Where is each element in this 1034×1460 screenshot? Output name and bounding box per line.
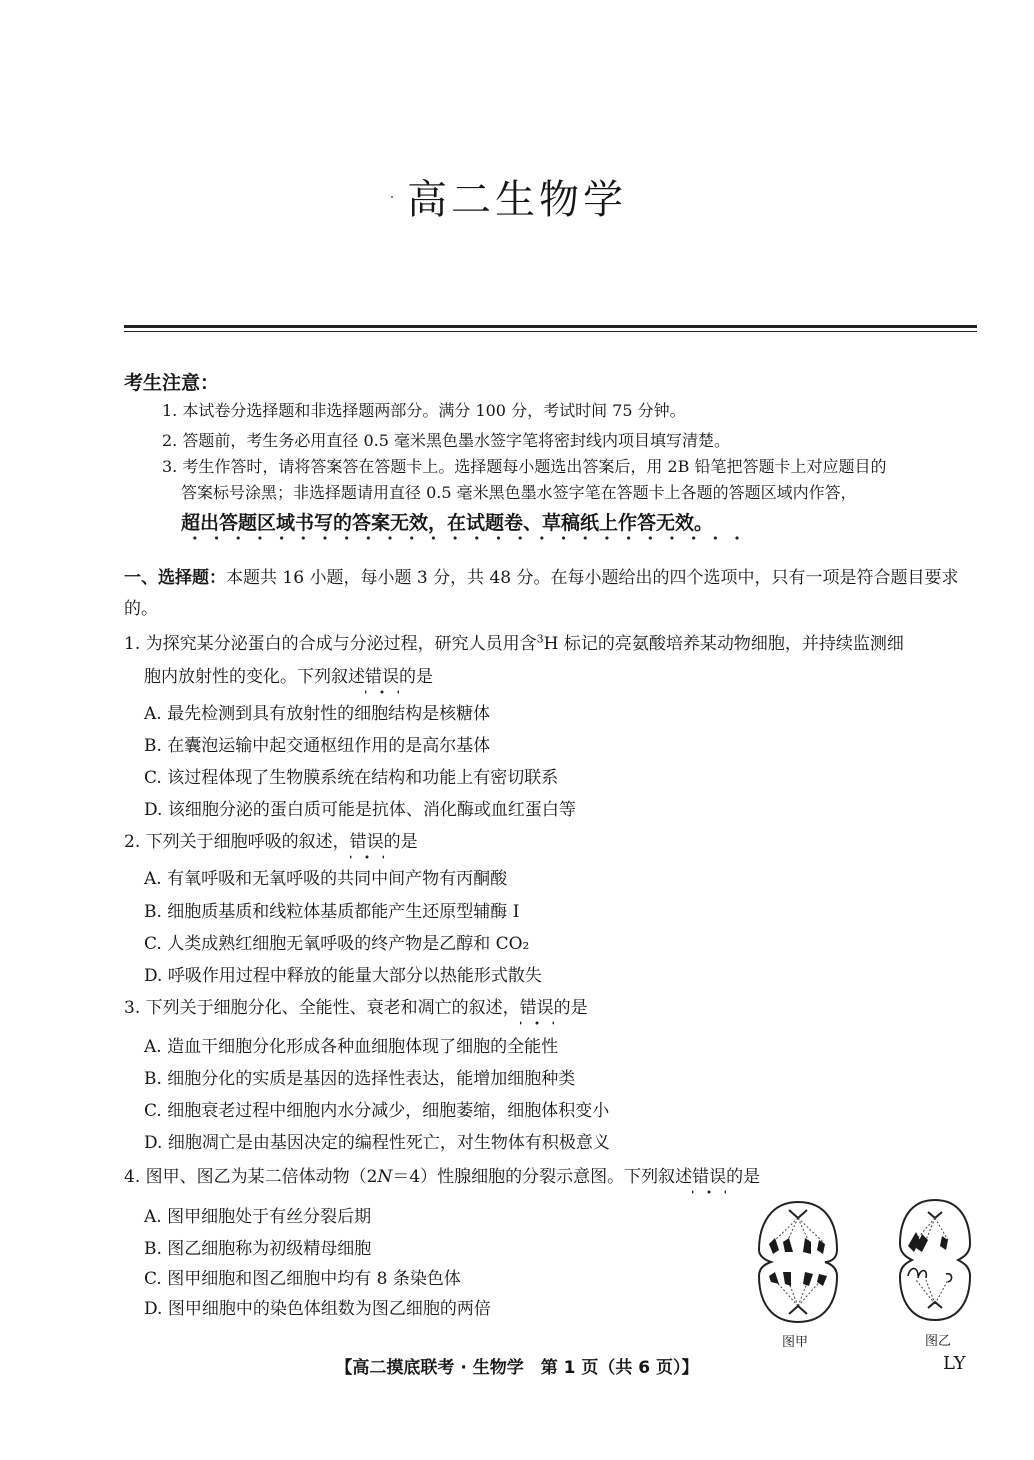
- question-2-option-c: C. 人类成熟红细胞无氧呼吸的终产物是乙醇和 CO₂: [144, 934, 530, 954]
- question-4-option-a: A. 图甲细胞处于有丝分裂后期: [144, 1207, 372, 1227]
- figure-caption-jia: 图甲: [782, 1335, 809, 1350]
- question-1-stem-cont: 胞内放射性的变化。下列叙述错误的是: [144, 667, 433, 687]
- figure-caption-yi: 图乙: [925, 1334, 952, 1349]
- notice-heading: 考生注意：: [124, 372, 220, 394]
- emphasis-dots: [184, 536, 744, 540]
- question-3-stem: 3. 下列关于细胞分化、全能性、衰老和凋亡的叙述，错误的是: [124, 998, 588, 1018]
- figure-cell-yi: [896, 1196, 974, 1324]
- notice-item-3: 3. 考生作答时，请将答案答在答题卡上。选择题每小题选出答案后，用 2B 铅笔把答题卡上对应题目的: [162, 457, 887, 476]
- question-2-option-b: B. 细胞质基质和线粒体基质都能产生还原型辅酶 Ⅰ: [144, 902, 520, 922]
- emphasis-mark: 错误: [692, 1167, 727, 1187]
- question-2-stem: 2. 下列关于细胞呼吸的叙述，错误的是: [124, 832, 418, 852]
- header-rule-thick: [124, 325, 977, 328]
- question-2-option-a: A. 有氧呼吸和无氧呼吸的共同中间产物有丙酮酸: [144, 869, 508, 889]
- section-text: 本题共 16 小题，每小题 3 分，共 48 分。在每小题给出的四个选项中，只有一项是符合题目要求的。: [124, 568, 959, 619]
- notice-item-1: 1. 本试卷分选择题和非选择题两部分。满分 100 分，考试时间 75 分钟。: [162, 401, 686, 420]
- page-footer: 【高二摸底联考 · 生物学 第 1 页（共 6 页）】: [335, 1358, 699, 1378]
- question-1-option-c: C. 该过程体现了生物膜系统在结构和功能上有密切联系: [144, 768, 559, 788]
- question-1-option-b: B. 在囊泡运输中起交通枢纽作用的是高尔基体: [144, 736, 491, 756]
- emphasis-mark: 错误: [519, 998, 554, 1018]
- question-3-option-a: A. 造血干细胞分化形成各种血细胞体现了细胞的全能性: [144, 1037, 559, 1057]
- notice-emphasis: 超出答题区域书写的答案无效，在试题卷、草稿纸上作答无效。: [181, 512, 714, 534]
- emphasis-mark: 错误: [349, 832, 384, 852]
- question-3-option-d: D. 细胞凋亡是由基因决定的编程性死亡，对生物体有积极意义: [144, 1133, 610, 1153]
- figure-cell-jia: [755, 1198, 841, 1326]
- question-1-option-a: A. 最先检测到具有放射性的细胞结构是核糖体: [144, 704, 491, 724]
- question-3-option-b: B. 细胞分化的实质是基因的选择性表达，能增加细胞种类: [144, 1069, 576, 1089]
- stray-dot: [391, 196, 393, 198]
- footer-code: LY: [943, 1353, 966, 1374]
- question-1-option-d: D. 该细胞分泌的蛋白质可能是抗体、消化酶或血红蛋白等: [144, 800, 576, 820]
- question-2-option-d: D. 呼吸作用过程中释放的能量大部分以热能形式散失: [144, 966, 542, 986]
- page-title: 高二生物学: [407, 177, 627, 223]
- question-4-option-b: B. 图乙细胞称为初级精母细胞: [144, 1239, 372, 1259]
- question-3-option-c: C. 细胞衰老过程中细胞内水分减少，细胞萎缩，细胞体积变小: [144, 1101, 610, 1121]
- header-rule-thin: [124, 331, 977, 332]
- section-heading: [124, 563, 984, 625]
- section-label: 一、选择题：: [124, 568, 226, 588]
- question-4-option-d: D. 图甲细胞中的染色体组数为图乙细胞的两倍: [144, 1299, 491, 1319]
- question-1-stem: 1. 为探究某分泌蛋白的合成与分泌过程，研究人员用含$^3$H 标记的亮氨酸培养某动物细胞，并持续监测细: [124, 632, 904, 654]
- emphasis-mark: 错误: [365, 667, 399, 687]
- notice-item-2: 2. 答题前，考生务必用直径 0.5 毫米黑色墨水签字笔将密封线内项目填写清楚。: [162, 431, 730, 450]
- question-4-option-c: C. 图甲细胞和图乙细胞中均有 8 条染色体: [144, 1269, 461, 1289]
- notice-item-3-cont: 答案标号涂黑；非选择题请用直径 0.5 毫米黑色墨水签字笔在答题卡上各题的答题区域内作答，: [181, 483, 857, 502]
- question-4-stem: 4. 图甲、图乙为某二倍体动物（2N＝4）性腺细胞的分裂示意图。下列叙述错误的是: [124, 1167, 761, 1187]
